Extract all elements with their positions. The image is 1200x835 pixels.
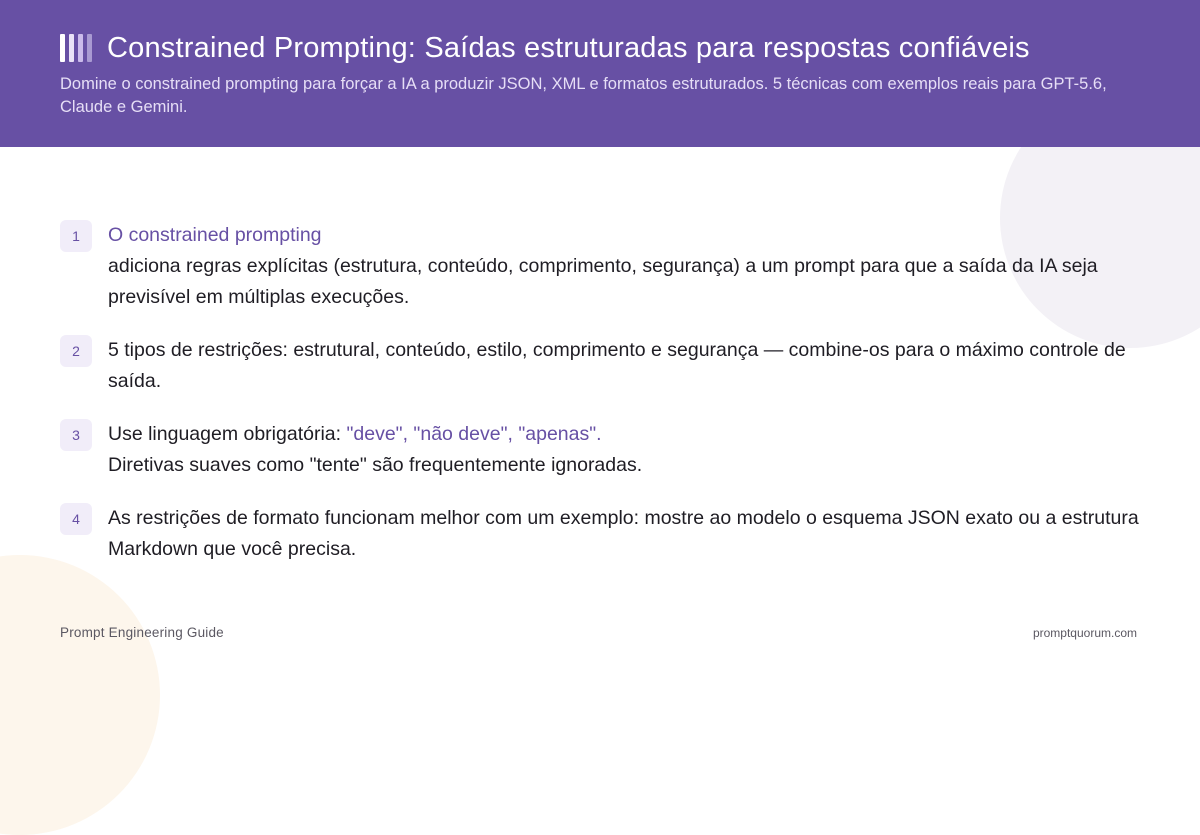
footer-guide-label: Prompt Engineering Guide [60,625,224,640]
list-item [60,220,1170,313]
item-text: 5 tipos de restrições: estrutural, conteúdo, estilo, comprimento e segurança — combine-os para o máximo controle de saída. [108,339,1126,392]
page-subtitle: Domine o constrained prompting para forçar a IA a produzir JSON, XML e formatos estruturados. 5 técnicas com exemplos reais para GPT-5.6, Claude e Gemini. [60,75,1107,116]
item-lead: O constrained prompting [108,224,322,246]
item-number-badge: 1 [60,220,92,252]
footer-site-link[interactable]: promptquorum.com [1032,626,1137,640]
decorative-circle-left [0,555,160,835]
list-item [60,503,1170,565]
item-highlight: "deve", "não deve", "apenas". [346,423,602,445]
list-item [60,335,1170,397]
key-points-list [60,220,1170,587]
item-prefix: Use linguagem obrigatória: [108,423,347,445]
item-number-badge: 2 [60,335,92,367]
item-number-badge: 4 [60,503,92,535]
logo-icon [60,34,94,62]
page-title: Constrained Prompting: Saídas estruturadas para respostas confiáveis [107,32,1030,64]
list-item [60,419,1170,481]
item-number-badge: 3 [60,419,92,451]
header-banner [0,0,1200,147]
item-text: As restrições de formato funcionam melhor com um exemplo: mostre ao modelo o esquema JSON exato ou a estrutura Markdown que você precisa. [108,507,1139,560]
item-text: Diretivas suaves como "tente" são frequentemente ignoradas. [108,454,643,476]
item-text: adiciona regras explícitas (estrutura, conteúdo, comprimento, segurança) a um prompt para que a saída da IA seja previsível em múltiplas execuções. [108,255,1098,308]
